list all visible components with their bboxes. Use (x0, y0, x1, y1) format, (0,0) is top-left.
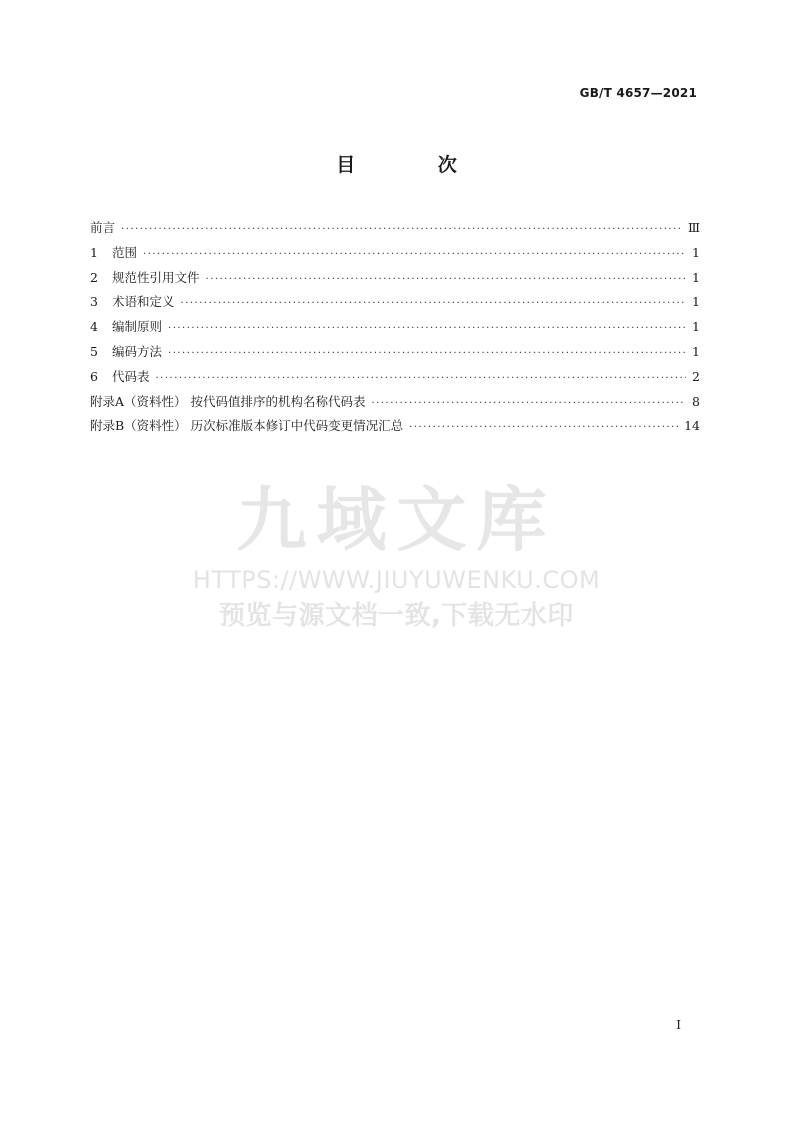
toc-item-page: 14 (684, 418, 700, 434)
dot-leader (409, 422, 678, 433)
toc-item-page: 8 (692, 393, 700, 409)
toc-item-page: 1 (692, 244, 700, 260)
toc-item-number: 4 (90, 319, 98, 335)
dot-leader (143, 249, 686, 260)
toc-item-number: 5 (90, 343, 98, 359)
toc-item-coding-method[interactable] (90, 342, 700, 367)
page-number: I (676, 1018, 681, 1032)
toc-item-page: 1 (692, 319, 700, 335)
dot-leader (156, 373, 686, 384)
dot-leader (206, 274, 686, 285)
toc-item-label: 附录A（资料性） 按代码值排序的机构名称代码表 (90, 393, 366, 409)
toc-item-label: 编码方法 (112, 343, 163, 359)
toc-item-label: 编制原则 (112, 319, 163, 335)
standard-code: GB/T 4657—2021 (579, 86, 697, 100)
toc-item-normative-references[interactable] (90, 268, 700, 293)
dot-leader (168, 323, 686, 334)
page-title: 目 次 (336, 154, 495, 176)
dot-leader (181, 298, 686, 309)
watermark-tagline: 预览与源文档一致,下载无水印 (219, 601, 574, 631)
toc-item-label: 规范性引用文件 (112, 269, 200, 285)
toc-item-principles[interactable] (90, 317, 700, 342)
toc-item-preface[interactable] (90, 218, 700, 243)
table-of-contents (90, 218, 700, 441)
toc-item-page: 2 (692, 368, 700, 384)
toc-item-scope[interactable] (90, 243, 700, 268)
toc-item-label: 代码表 (112, 368, 150, 384)
toc-item-number: 6 (90, 368, 98, 384)
dot-leader (121, 224, 682, 235)
watermark (0, 476, 793, 636)
toc-item-number: 1 (90, 244, 98, 260)
watermark-title: 九域文库 (236, 479, 557, 561)
toc-item-page: 1 (692, 343, 700, 359)
toc-item-annex-b[interactable] (90, 416, 700, 441)
toc-item-label: 前言 (90, 220, 116, 235)
toc-item-page: 1 (692, 269, 700, 285)
toc-item-label: 术语和定义 (112, 294, 175, 310)
toc-item-label: 附录B（资料性） 历次标准版本修订中代码变更情况汇总 (90, 418, 404, 434)
dot-leader (372, 398, 686, 409)
toc-item-annex-a[interactable] (90, 392, 700, 417)
toc-item-number: 3 (90, 294, 98, 310)
dot-leader (168, 348, 686, 359)
toc-item-terms-definitions[interactable] (90, 292, 700, 317)
toc-item-page: 1 (692, 294, 700, 310)
toc-item-page: Ⅲ (687, 220, 700, 235)
watermark-url: HTTPS://WWW.JIUYUWENKU.COM (192, 566, 601, 594)
toc-item-code-table[interactable] (90, 367, 700, 392)
toc-item-number: 2 (90, 269, 98, 285)
toc-item-label: 范围 (112, 244, 138, 260)
